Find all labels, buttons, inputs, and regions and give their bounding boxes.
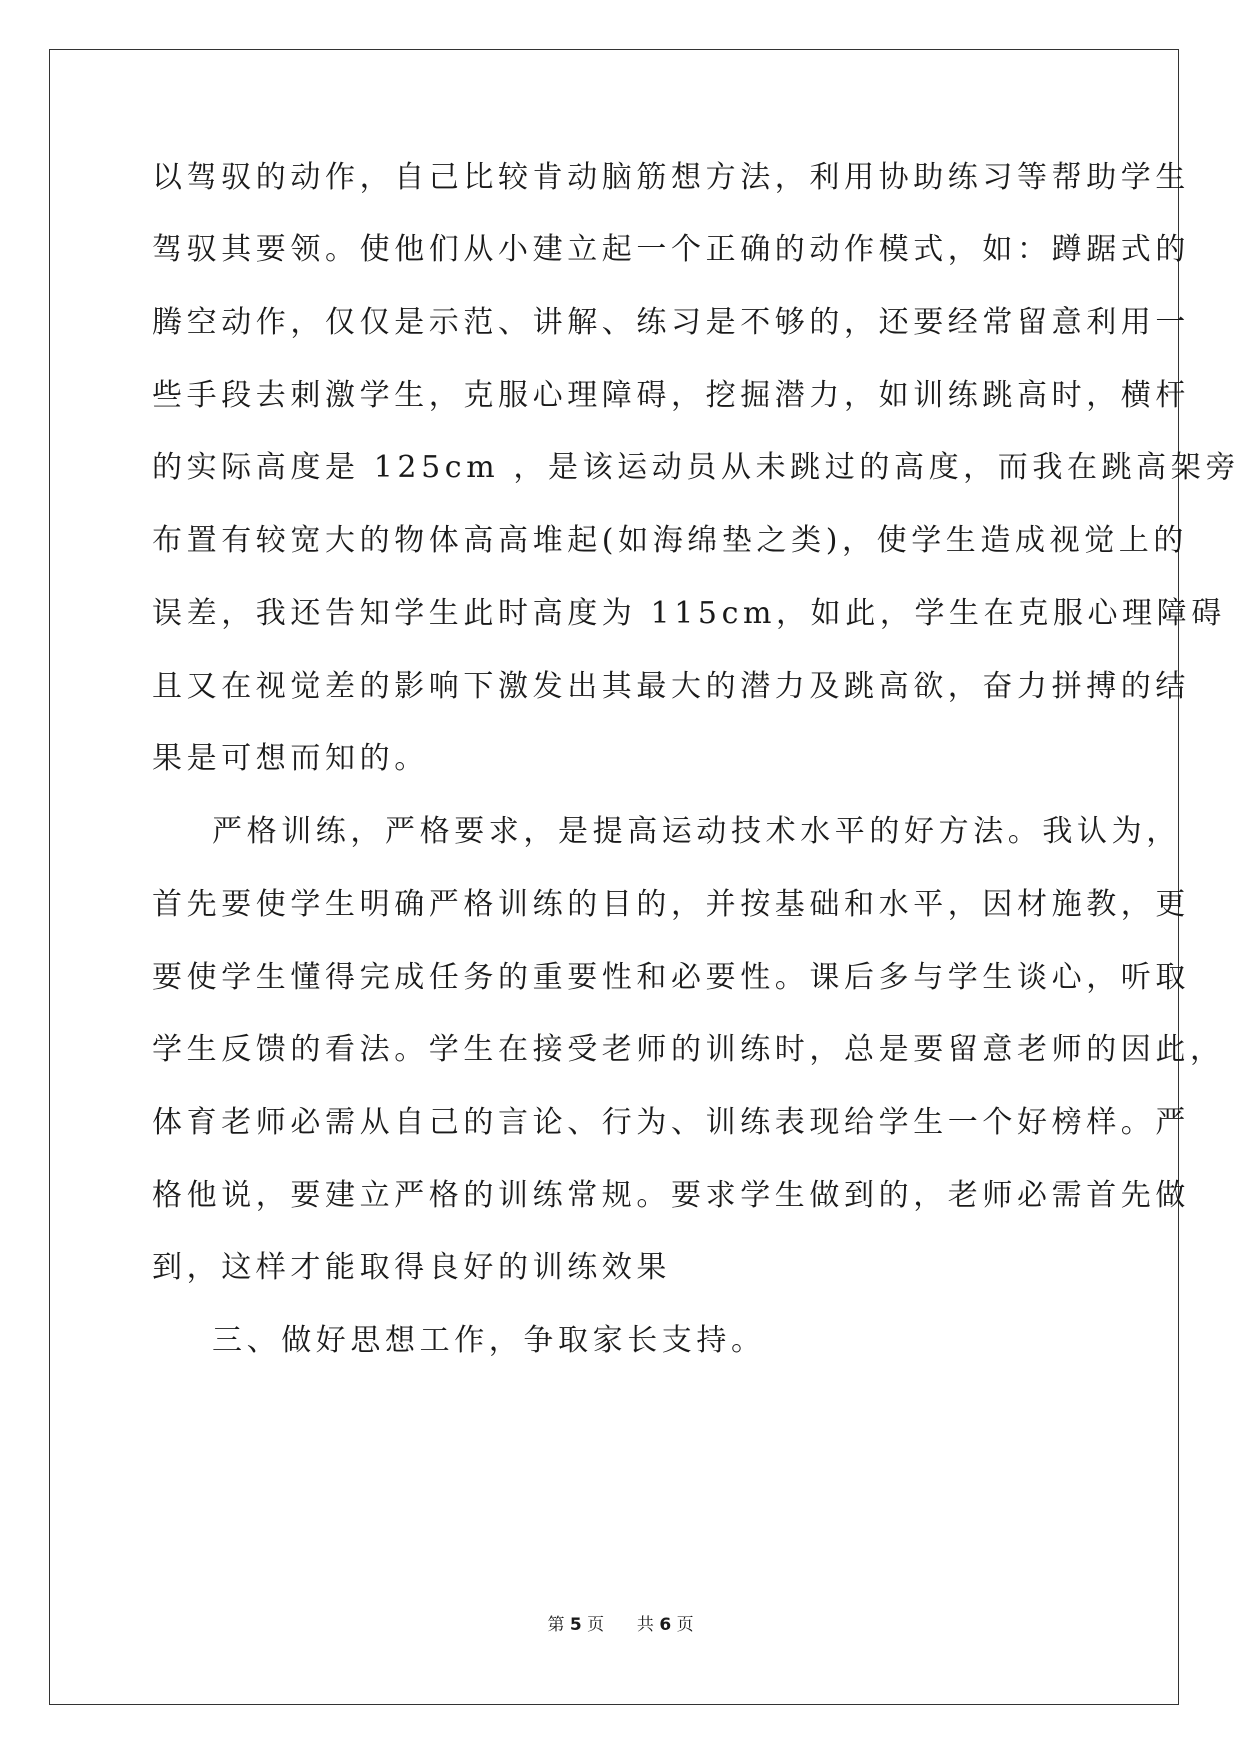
text-line-13: 学生反馈的看法。学生在接受老师的训练时，总是要留意老师的因此， bbox=[152, 1032, 1225, 1067]
text-line-8: 且又在视觉差的影响下激发出其最大的潜力及跳高欲，奋力拼搏的结 bbox=[152, 669, 1190, 704]
footer-total-prefix: 共 bbox=[636, 1615, 654, 1635]
text-line-2: 驾驭其要领。使他们从小建立起一个正确的动作模式，如：蹲踞式的 bbox=[152, 232, 1190, 267]
text-line-6: 布置有较宽大的物体高高堆起(如海绵垫之类)，使学生造成视觉上的 bbox=[152, 523, 1189, 558]
text-line-12: 要使学生懂得完成任务的重要性和必要性。课后多与学生谈心，听取 bbox=[152, 960, 1190, 995]
text-line-16: 到，这样才能取得良好的训练效果 bbox=[152, 1250, 671, 1285]
text-line-9: 果是可想而知的。 bbox=[152, 741, 429, 776]
text-line-5: 的实际高度是 125cm ，是该运动员从未跳过的高度，而我在跳高架旁 bbox=[152, 450, 1240, 485]
text-line-7: 误差，我还告知学生此时高度为 115cm，如此，学生在克服心理障碍 bbox=[152, 596, 1226, 631]
footer-page-suffix: 页 bbox=[587, 1615, 605, 1635]
text-line-1: 以驾驭的动作，自己比较肯动脑筋想方法，利用协助练习等帮助学生 bbox=[152, 160, 1190, 195]
page-footer bbox=[0, 1610, 1241, 1635]
page-border bbox=[49, 49, 1179, 1705]
text-line-4: 些手段去刺激学生，克服心理障碍，挖掘潜力，如训练跳高时，横杆 bbox=[152, 378, 1190, 413]
text-line-17: 三、做好思想工作，争取家长支持。 bbox=[212, 1323, 766, 1358]
footer-total-suffix: 页 bbox=[676, 1615, 694, 1635]
footer-page-prefix: 第 bbox=[547, 1615, 565, 1635]
text-line-3: 腾空动作，仅仅是示范、讲解、练习是不够的，还要经常留意利用一 bbox=[152, 305, 1190, 340]
footer-page-number: 5 bbox=[569, 1615, 582, 1635]
text-line-14: 体育老师必需从自己的言论、行为、训练表现给学生一个好榜样。严 bbox=[152, 1105, 1190, 1140]
text-line-11: 首先要使学生明确严格训练的目的，并按基础和水平，因材施教，更 bbox=[152, 887, 1190, 922]
text-line-10: 严格训练，严格要求，是提高运动技术水平的好方法。我认为， bbox=[212, 814, 1181, 849]
text-line-15: 格他说，要建立严格的训练常规。要求学生做到的，老师必需首先做 bbox=[152, 1178, 1190, 1213]
footer-total-number: 6 bbox=[659, 1615, 672, 1635]
